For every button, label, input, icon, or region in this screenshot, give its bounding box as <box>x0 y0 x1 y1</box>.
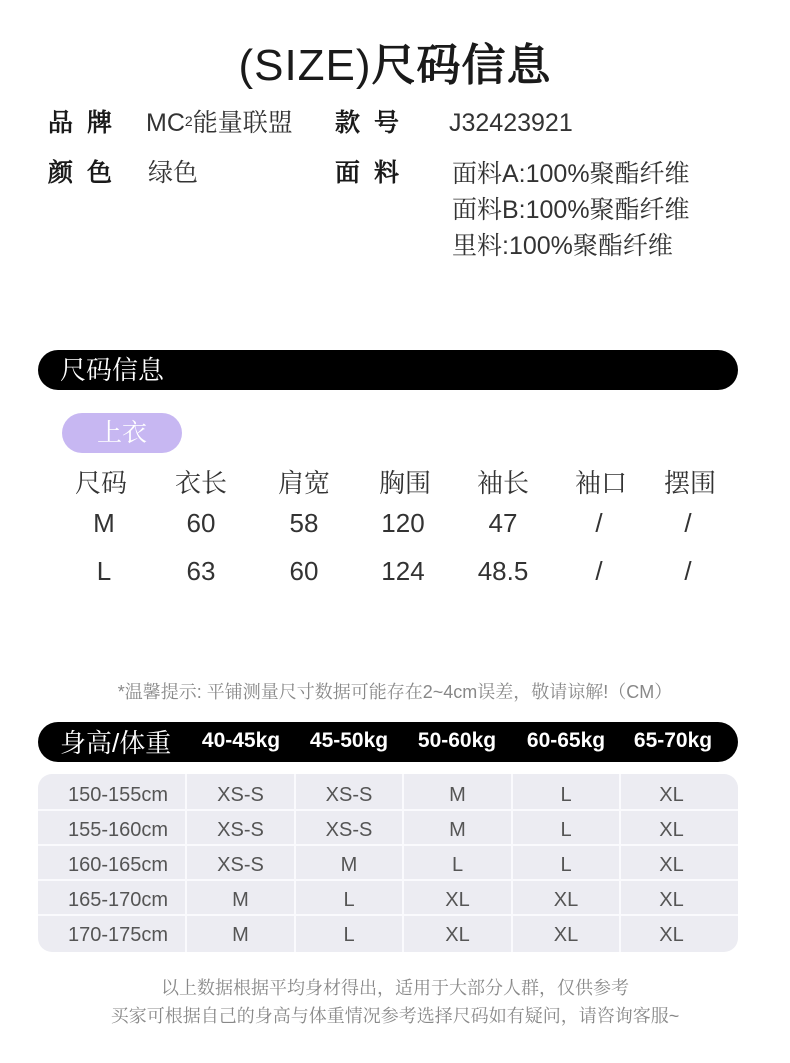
size-rec-cell: XL <box>553 924 579 946</box>
size-cell: 124 <box>381 556 425 586</box>
brand-value <box>146 106 293 140</box>
height-row <box>38 846 738 881</box>
title-paren-close: ) <box>355 41 372 90</box>
size-rec-cell: M <box>232 889 249 911</box>
size-rec-cell: M <box>340 854 358 876</box>
size-rec-cell: M <box>449 784 466 806</box>
size-rec-cell: L <box>343 924 355 946</box>
fabric-line: 里料:100%聚酯纤维 <box>452 232 673 260</box>
brand-value-sup: 2 <box>184 113 193 129</box>
fabric-line: 面料A:100%聚酯纤维 <box>452 160 690 188</box>
size-header-cell: 摆围 <box>663 468 716 498</box>
size-cell: 60 <box>289 556 319 586</box>
weight-header: 45-50kg <box>309 729 389 752</box>
weight-header: 65-70kg <box>633 729 713 752</box>
size-rec-cell: L <box>560 784 572 806</box>
height-weight-grid <box>38 774 738 952</box>
size-rec-cell: L <box>451 854 464 876</box>
title-paren-open: ( <box>238 41 255 90</box>
height-cell: 160-165cm <box>67 854 169 876</box>
size-cell: / <box>684 508 692 538</box>
size-rec-cell: L <box>560 819 572 841</box>
size-rec-cell: XS-S <box>325 819 373 841</box>
weight-header: 50-60kg <box>417 729 497 752</box>
height-cell: 150-155cm <box>67 784 169 806</box>
height-cell: 155-160cm <box>67 819 169 841</box>
size-cell: M <box>93 508 115 538</box>
size-cell: 58 <box>289 508 319 538</box>
fabric-line: 面料B:100%聚酯纤维 <box>452 196 690 224</box>
size-header-cell: 肩宽 <box>277 468 330 498</box>
footer-note-line2: 买家可根据自己的身高与体重情况参考选择尺码如有疑问，请咨询客服~ <box>110 1006 680 1026</box>
size-rec-cell: XL <box>659 854 684 876</box>
size-rec-cell: XL <box>659 784 684 806</box>
size-rec-cell: XL <box>445 924 470 946</box>
brand-value-suffix: 能量联盟 <box>192 109 293 137</box>
size-header-cell: 尺码 <box>74 468 127 498</box>
size-rec-cell: L <box>343 889 355 911</box>
size-rec-cell: M <box>449 819 466 841</box>
category-pill-label: 上衣 <box>96 419 147 447</box>
color-value: 绿色 <box>148 159 199 187</box>
size-info-bar-label: 尺码信息 <box>60 355 165 385</box>
size-cell: 48.5 <box>477 556 529 586</box>
weight-header: 60-65kg <box>526 729 606 752</box>
size-rec-cell: XS-S <box>217 854 264 876</box>
size-cell: / <box>595 556 603 586</box>
size-header-cell: 胸围 <box>378 468 431 498</box>
color-label: 颜色 <box>48 159 127 187</box>
size-rec-cell: XL <box>553 889 579 911</box>
size-rec-cell: M <box>232 924 249 946</box>
height-weight-title: 身高/体重 <box>60 728 172 758</box>
size-cell: 120 <box>381 508 425 538</box>
size-cell: 47 <box>488 508 518 538</box>
size-rec-cell: XL <box>445 889 470 911</box>
measurement-tip: *温馨提示: 平铺测量尺寸数据可能存在2~4cm误差，敬请谅解!（CM） <box>117 682 673 702</box>
height-row <box>38 881 738 916</box>
size-cell: / <box>684 556 692 586</box>
size-rec-cell: XS-S <box>325 784 373 806</box>
height-row <box>38 916 738 951</box>
size-header-cell: 衣长 <box>174 468 227 498</box>
category-pill <box>62 413 182 453</box>
size-rec-cell: XS-S <box>217 819 264 841</box>
height-row <box>38 776 738 811</box>
size-rec-cell: XL <box>659 819 684 841</box>
weight-header: 40-45kg <box>201 729 281 752</box>
footer-note-line1: 以上数据根据平均身材得出，适用于大部分人群，仅供参考 <box>161 978 629 998</box>
title-main: 尺码信息 <box>371 41 552 90</box>
style-value: J32423921 <box>449 109 573 137</box>
height-row <box>38 811 738 846</box>
height-cell: 165-170cm <box>67 889 169 911</box>
size-header-cell: 袖口 <box>574 468 627 498</box>
title-size-word: SIZE <box>254 41 356 90</box>
size-header-cell: 袖长 <box>476 468 529 498</box>
height-cell: 170-175cm <box>67 924 169 946</box>
brand-label: 品牌 <box>48 109 127 137</box>
fabric-list <box>452 156 690 264</box>
size-cell: 60 <box>186 508 216 538</box>
brand-value-prefix: MC <box>146 109 185 137</box>
size-cell: / <box>595 508 603 538</box>
size-info-bar <box>38 350 738 390</box>
size-cell: L <box>96 556 112 586</box>
size-cell: 63 <box>186 556 216 586</box>
fabric-label: 面料 <box>335 159 414 187</box>
size-rec-cell: XS-S <box>217 784 264 806</box>
page-title <box>0 36 790 96</box>
size-rec-cell: XL <box>659 924 684 946</box>
size-rec-cell: L <box>560 854 572 876</box>
height-weight-bar <box>38 722 738 762</box>
size-rec-cell: XL <box>659 889 684 911</box>
style-label: 款号 <box>335 109 414 137</box>
